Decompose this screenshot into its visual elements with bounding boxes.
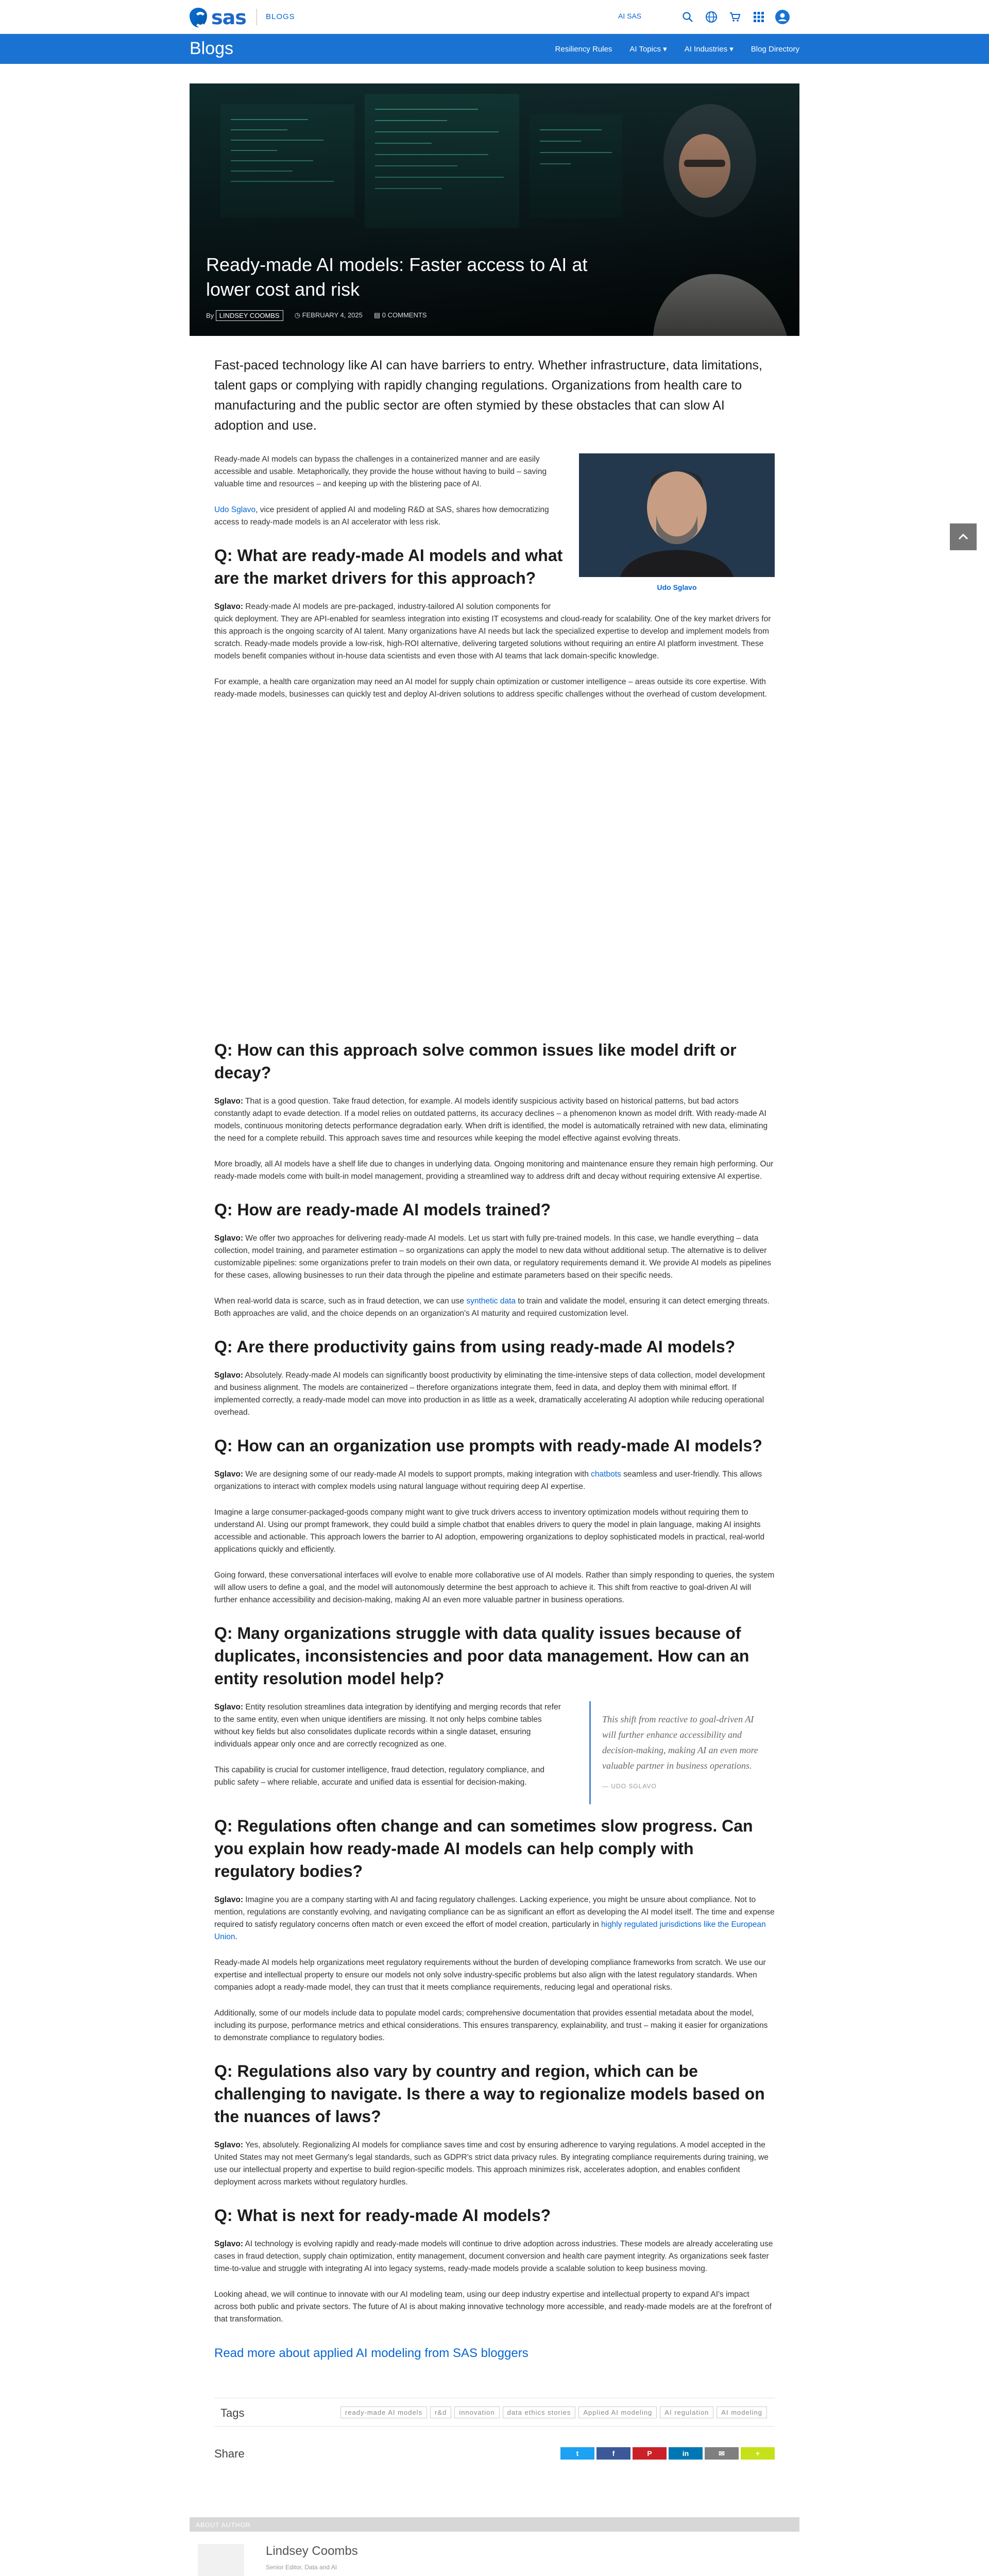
language-selector[interactable]: AI SAS [618, 12, 642, 20]
chatbots-link[interactable]: chatbots [591, 1470, 621, 1479]
author-name[interactable]: Lindsey Coombs [266, 2544, 358, 2558]
speaker-label: Sglavo: [214, 1895, 243, 1904]
top-header [0, 0, 989, 34]
question-2: Q: How can this approach solve common issues like model drift or decay? [214, 1041, 737, 1082]
author-link[interactable]: LINDSEY COOMBS [216, 310, 283, 321]
article-title: Ready-made AI models: Faster access to AI at lower cost and risk [206, 254, 588, 300]
answer-1b: For example, a health care organization may need an AI model for supply chain optimization or customer intelligence – areas outside its core expertise. With ready-made models, businesses can quickly test and deploy AI-driven solutions to address specific challenges without the overhead of custom development. [214, 677, 767, 699]
email-share-icon[interactable]: ✉ [705, 2447, 739, 2460]
answer-2b: More broadly, all AI models have a shelf life due to changes in underlying data. Ongoing monitoring and maintenance ensure they remain high performing. Our ready-made models come with built-in model management, providing a streamlined way to address drift and decay without requiring extensive AI expertise. [214, 1160, 774, 1181]
pull-quote-source: — UDO SGLAVO [602, 1783, 657, 1790]
question-6: Q: Many organizations struggle with data quality issues because of duplicates, inconsistencies and poor data management. How can an entity resolution model help? [214, 1624, 749, 1688]
question-4: Q: Are there productivity gains from using ready-made AI models? [214, 1337, 736, 1356]
share-buttons [560, 2447, 775, 2460]
answer-4 [214, 1369, 775, 1419]
facebook-share-icon[interactable]: f [596, 2447, 630, 2460]
answer-3b-text: When real-world data is scarce, such as in fraud detection, we can use [214, 1297, 467, 1306]
question-8: Q: Regulations also vary by country and region, which can be challenging to navigate. Is there a way to regionalize models based on the nuances of laws? [214, 2062, 765, 2126]
question-9: Q: What is next for ready-made AI models? [214, 2206, 551, 2225]
tag-item[interactable]: data ethics stories [503, 2406, 576, 2418]
intro-paragraph: Ready-made AI models can bypass the challenges in a containerized manner and are easily accessible and usable. Metaphorically, they provide the house without having to build – saving valuable time and resources – and keeping up with the blistering pace of AI. [214, 455, 547, 488]
answer-5c: Going forward, these conversational interfaces will evolve to enable more collaborative use of AI models. Rather than simply responding to queries, the system will allow users to define a goal, and the model will autonomously determine the best approach to achieve it. This shift from reactive to goal-driven AI will further enhance accessibility and decision-making, making AI an even more valuable partner in business operations. [214, 1571, 775, 1604]
udo-sglavo-link[interactable]: Udo Sglavo [214, 505, 256, 514]
tags-label: Tags [220, 2406, 245, 2419]
eu-regulation-link[interactable]: highly regulated jurisdictions like the European Union [214, 1920, 766, 1941]
blogs-title[interactable]: Blogs [190, 39, 234, 58]
tag-item[interactable]: AI modeling [717, 2406, 767, 2418]
answer-4-text: Absolutely. Ready-made AI models can significantly boost productivity by eliminating the time-intensive steps of data collection, model development and business alignment. The models are containerized – therefore organizations integrate them, feed in data, and deploy them with minimal effort. If implemented correctly, a ready-made model can move into production in as little as a week, dramatically accelerating AI adoption while reducing operational overhead. [214, 1371, 765, 1417]
answer-7b: Ready-made AI models help organizations meet regulatory requirements without the burden of developing compliance frameworks from scratch. We use our expertise and intellectual property to ensure our models not only solve industry-specific problems but also align with the latest regulatory standards. When companies adopt a ready-made model, they can trust that it meets compliance requirements, reducing legal and operational risks. [214, 1958, 766, 1992]
author-avatar [198, 2544, 244, 2576]
tag-item[interactable]: innovation [454, 2406, 499, 2418]
scroll-to-top-button[interactable] [950, 523, 977, 550]
question-5: Q: How can an organization use prompts with ready-made AI models? [214, 1436, 762, 1455]
answer-5 [214, 1468, 775, 1493]
user-account-icon[interactable] [775, 9, 790, 25]
meta-by: By LINDSEY COOMBS [206, 312, 283, 319]
answer-3 [214, 1232, 775, 1282]
answer-9 [214, 2238, 775, 2275]
tag-item[interactable]: AI regulation [660, 2406, 713, 2418]
share-label: Share [214, 2447, 245, 2460]
answer-8 [214, 2139, 775, 2189]
author-role: Senior Editor, Data and AI [266, 2564, 337, 2571]
empty-embed-space [214, 714, 775, 1023]
more-share-icon[interactable]: + [741, 2447, 775, 2460]
pull-quote-text: This shift from reactive to goal-driven AI will further enhance accessibility and decision-making, making AI an even more valuable partner in business operations. [602, 1714, 758, 1771]
answer-7-text-end: . [235, 1933, 237, 1941]
nav-blog-directory[interactable]: Blog Directory [751, 44, 799, 54]
meta-comments-label: 0 COMMENTS [382, 311, 427, 319]
apps-grid-icon[interactable] [751, 9, 766, 25]
blogs-nav [555, 34, 799, 64]
nav-ai-industries[interactable]: AI Industries ▾ [684, 45, 734, 54]
meta-date: ◷ FEBRUARY 4, 2025 [294, 311, 363, 319]
speaker-label: Sglavo: [214, 1097, 243, 1106]
read-more-link[interactable]: Read more about applied AI modeling from SAS bloggers [214, 2346, 528, 2360]
speaker-photo [579, 453, 775, 577]
answer-2-text: That is a good question. Take fraud detection, for example. AI models identify suspicious activity based on historical patterns, but bad actors constantly adapt to evade detection. If a model relies on outdated patterns, its accuracy declines – a phenomenon known as model drift. With ready-made AI models, continuous monitoring detects performance degradation early. When drift is identified, the model is automatically retrained with new data, eliminating the need for a complete rebuild. This approach saves time and resources while keeping the model effective against evolving threats. [214, 1097, 768, 1143]
speaker-label: Sglavo: [214, 1234, 243, 1243]
tag-item[interactable]: r&d [430, 2406, 451, 2418]
answer-7c: Additionally, some of our models include data to populate model cards; comprehensive documentation that provides essential metadata about the model, including its purpose, performance metrics and ethical considerations. This ensures transparency, explainability, and trust – making it easier for organizations to demonstrate compliance to regulatory bodies. [214, 2009, 768, 2042]
speaker-label: Sglavo: [214, 1470, 243, 1479]
answer-5-text: We are designing some of our ready-made AI models to support prompts, making integration with [243, 1470, 591, 1479]
question-1: Q: What are ready-made AI models and what are the market drivers for this approach? [214, 546, 563, 587]
question-7: Q: Regulations often change and can sometimes slow progress. Can you explain how ready-made AI models can help comply with regulatory bodies? [214, 1817, 753, 1880]
twitter-share-icon[interactable]: t [560, 2447, 594, 2460]
answer-5-text-end: seamless and user-friendly. This allows organizations to interact with complex models using natural language without requiring deep AI expertise. [214, 1470, 762, 1491]
search-icon[interactable] [680, 9, 695, 25]
sas-logo-text: sas [211, 6, 246, 29]
answer-1-text: Ready-made AI models are pre-packaged, industry-tailored AI solution components for quick deployment. They are API-enabled for seamless integration into existing IT ecosystems and cloud-ready for scalability. One of the key market drivers for this approach is the ongoing scarcity of AI talent. Many organizations have AI needs but lack the specialized expertise to develop and implement models from scratch. Ready-made models provide a low-risk, high-ROI alternative, delivering targeted solutions without requiring an entire AI platform investment. These models benefit companies without in-house data scientists and even those with AI teams that lack domain-specific knowledge. [214, 602, 771, 660]
answer-5b: Imagine a large consumer-packaged-goods company might want to give truck drivers access to inventory optimization models without requiring them to understand AI. Using our prompt framework, they could build a simple chatbot that enables drivers to query the model in plain language, making AI insights accessible and actionable. This approach lowers the barrier to AI adoption, empowering organizations to deploy sophisticated models in practical, real-world applications quickly and efficiently. [214, 1508, 765, 1554]
pinterest-share-icon[interactable]: P [633, 2447, 667, 2460]
speaker-label: Sglavo: [214, 2240, 243, 2248]
article-body [214, 355, 775, 2386]
pull-quote [589, 1701, 775, 1804]
sas-logo-mark [190, 8, 207, 27]
article-lede: Fast-paced technology like AI can have barriers to entry. Whether infrastructure, data limitations, talent gaps or complying with rapidly changing regulations. Organizations from health care to manufacturing and the public sector are often stymied by these obstacles that can slow AI adoption and use. [214, 358, 762, 433]
nav-ai-topics[interactable]: AI Topics ▾ [629, 45, 667, 54]
speaker-photo-block [579, 453, 775, 591]
hero-banner [190, 83, 799, 336]
answer-6b: This capability is crucial for customer intelligence, fraud detection, regulatory compliance, and public safety – where reliable, accurate and unified data is essential for decision-making. [214, 1766, 544, 1787]
arrow-up-icon [957, 531, 969, 543]
tags-bar [214, 2398, 775, 2427]
intro-2-text: , vice president of applied AI and modeling R&D at SAS, shares how democratizing access to ready-made models is an AI accelerator with less risk. [214, 505, 549, 527]
answer-6-text: Entity resolution streamlines data integration by identifying and merging records that refer to the same entity, even when unique identifiers are missing. It not only helps combine tables without key fields but also consolidates duplicate records within a single dataset, ensuring individuals appear only once and are correctly recognized as one. [214, 1703, 561, 1749]
meta-date-label: FEBRUARY 4, 2025 [302, 311, 363, 319]
answer-2 [214, 1095, 775, 1145]
tag-item[interactable]: ready-made AI models [340, 2406, 427, 2418]
share-bar [214, 2442, 775, 2468]
answer-1 [214, 601, 775, 663]
tags-list [340, 2406, 767, 2418]
answer-7 [214, 1894, 775, 1943]
answer-7-text: Imagine you are a company starting with AI and facing regulatory challenges. Lacking experience, you might be unsure about compliance. Not to mention, regulations are constantly evolving, and navigating compliance can be as significant an effort as developing the AI model itself. The time and expense required to satisfy regulatory concerns often match or even exceed the effort of model creation, particularly in [214, 1895, 775, 1929]
nav-ai-topics-label: AI Topics [629, 45, 661, 54]
answer-3b-text-end: to train and validate the model, ensuring it can detect emerging threats. Both approaches are valid, and the choice depends on an organization's AI maturity and required customization level. [214, 1297, 770, 1318]
meta-comments[interactable]: ▤ 0 COMMENTS [373, 311, 427, 319]
article-meta [206, 311, 427, 319]
answer-9b: Looking ahead, we will continue to innovate with our AI modeling team, using our deep industry expertise and intellectual property to expand AI's impact across both public and private sectors. The future of AI is about making innovative technology more accessible, and ready-made models are at the forefront of that transformation. [214, 2290, 772, 2324]
synthetic-data-link[interactable]: synthetic data [466, 1297, 516, 1306]
linkedin-share-icon[interactable]: in [669, 2447, 703, 2460]
answer-3b [214, 1295, 775, 1320]
about-author-header: ABOUT AUTHOR [190, 2517, 799, 2532]
speaker-label: Sglavo: [214, 1703, 243, 1711]
speaker-label: Sglavo: [214, 1371, 243, 1380]
blogs-nav-bar [0, 34, 989, 64]
answer-8-text: Yes, absolutely. Regionalizing AI models for compliance saves time and cost by ensuring adherence to varying regulations. A model accepted in the United States may not meet Germany's legal standards, such as GDPR's strict data privacy rules. By integrating compliance requirements during training, we use our intellectual property and expertise to build region-specific models. This approach minimizes risk, accelerates adoption, and enables confident deployment across markets without regulatory hurdles. [214, 2141, 769, 2187]
tag-item[interactable]: Applied AI modeling [578, 2406, 657, 2418]
question-3: Q: How are ready-made AI models trained? [214, 1200, 551, 1219]
answer-9-text: AI technology is evolving rapidly and ready-made models will continue to drive adoption across industries. These models are already accelerating use cases in fraud detection, supply chain optimization, entity management, document conversion and health care payment integrity. As organizations seek faster time-to-value and struggle with integrating AI into legacy systems, ready-made models provide a scalable solution to keep business moving. [214, 2240, 773, 2273]
globe-icon[interactable] [704, 9, 719, 25]
answer-3-text: We offer two approaches for delivering ready-made AI models. Let us start with fully pre-trained models. In this case, we handle everything – data collection, model training, and parameter estimation – so organizations can apply the model to new data without additional setup. The alternative is to deliver customizable pipelines: some organizations prefer to train models on their own data, or regulatory requirements demand it. We provide AI models as pipelines for these cases, allowing businesses to run their data through the pipeline and estimate parameters based on their specific needs. [214, 1234, 771, 1280]
nav-resiliency-rules[interactable]: Resiliency Rules [555, 44, 612, 54]
cart-icon[interactable] [727, 9, 743, 25]
speaker-label: Sglavo: [214, 602, 243, 611]
sas-logo[interactable] [190, 6, 246, 29]
nav-ai-industries-label: AI Industries [684, 45, 728, 54]
speaker-label: Sglavo: [214, 2141, 243, 2149]
speaker-photo-caption: Udo Sglavo [657, 583, 697, 591]
blogs-section-link[interactable]: BLOGS [266, 12, 295, 21]
